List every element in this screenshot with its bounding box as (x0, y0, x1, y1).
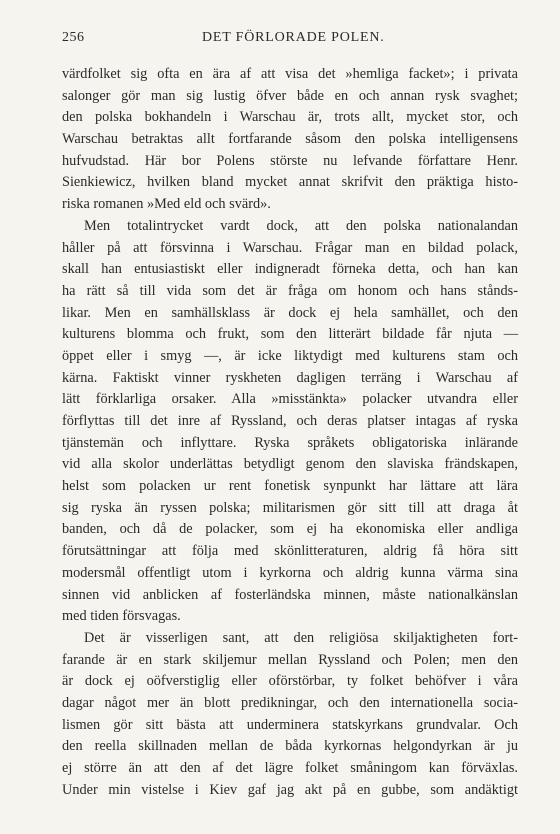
body-text (62, 64, 518, 801)
text-line: öppet eller i smyg —, är icke liktydigt med kulturens stam och (62, 347, 518, 364)
text-line: Under min vistelse i Kiev gaf jag akt på en gubbe, som andäktigt (62, 781, 518, 798)
text-line: likar. Men en samhällsklass är dock ej hela samhället, och den (62, 304, 518, 321)
text-line: den reella skillnaden mellan de båda kyrkornas helgondyrkan är ju (62, 738, 518, 755)
text-line: Warschau betraktas allt fortfarande såsom den polska intelligensens (62, 131, 518, 148)
text-line: skall han entusiastiskt eller indigneradt förneka detta, och han kan (62, 261, 518, 278)
text-line: kärna. Faktiskt vinner ryskheten dagligen terräng i Warschau af (62, 369, 518, 386)
text-line: tjänstemän och inflyttare. Ryska språkets obligatoriska inlärande (62, 434, 518, 451)
text-line: håller på att försvinna i Warschau. Frågar man en bildad polack, (62, 239, 518, 256)
text-line: med tiden försvagas. (62, 608, 181, 625)
text-line: Men totalintrycket vardt dock, att den polska nationalandan (84, 217, 518, 234)
page-number: 256 (62, 30, 85, 45)
text-line: sinnen vid anblicken af fosterländska minnen, måste nationalkänslan (62, 586, 518, 603)
text-line: modersmål offentligt utom i kyrkorna och aldrig kunna värma sina (62, 564, 518, 581)
text-line: är dock ej oöfverstiglig eller oförstörbar, ty folket behöfver i våra (62, 673, 518, 690)
text-line: lätt förklarliga orsaker. Alla »misstänkta» polacker utvandra eller (62, 391, 518, 408)
running-title: DET FÖRLORADE POLEN. (202, 30, 385, 45)
page-header (62, 30, 506, 50)
text-line: banden, och då de polacker, som ej ha ekonomiska eller andliga (62, 521, 518, 538)
text-line: Sienkiewicz, hvilken bland mycket annat skrifvit den präktiga histo- (62, 174, 518, 191)
text-line: kulturens blomma och frukt, som den litterärt bildade får njuta — (62, 326, 518, 343)
text-line: förutsättningar att följa med skönlitteraturen, aldrig få höra sitt (62, 543, 518, 560)
text-line: sig ryska än ryssen polska; militarismen gör sitt till att draga åt (62, 499, 518, 516)
text-line: farande är en stark skiljemur mellan Ryssland och Polen; men den (62, 651, 518, 668)
text-line: förflyttas till det inre af Ryssland, och deras platser intagas af ryska (62, 413, 518, 429)
text-line: den polska bokhandeln i Warschau är, trots allt, mycket stor, och (62, 109, 518, 126)
text-line: hufvudstad. Här bor Polens störste nu lefvande författare Henr. (62, 152, 518, 169)
text-line: lismen gör sitt bästa att underminera statskyrkans grundvalar. Och (62, 716, 518, 733)
text-line: helst som polacken ur rent fonetisk synpunkt har lättare att lära (62, 478, 518, 495)
text-line: ej större än att den af det lägre folket småningom kan förväxlas. (62, 760, 518, 776)
text-line: värdfolket sig ofta en ära af att visa det »hemliga facket»; i privata (62, 66, 518, 82)
text-line: riska romanen »Med eld och svärd». (62, 196, 271, 213)
text-line: salonger gör man sig lustig öfver både en och annan rysk svaghet; (62, 87, 518, 104)
text-line: Det är visserligen sant, att den religiösa skiljaktigheten fort- (84, 629, 518, 646)
text-line: ha rätt så till vida som det är fråga om honom och hans stånds- (62, 282, 518, 299)
text-line: vid alla skolor underlättas betydligt genom den slaviska frändskapen, (62, 456, 518, 473)
text-line: dagar något mer än blott predikningar, och den internationella socia- (62, 694, 518, 711)
